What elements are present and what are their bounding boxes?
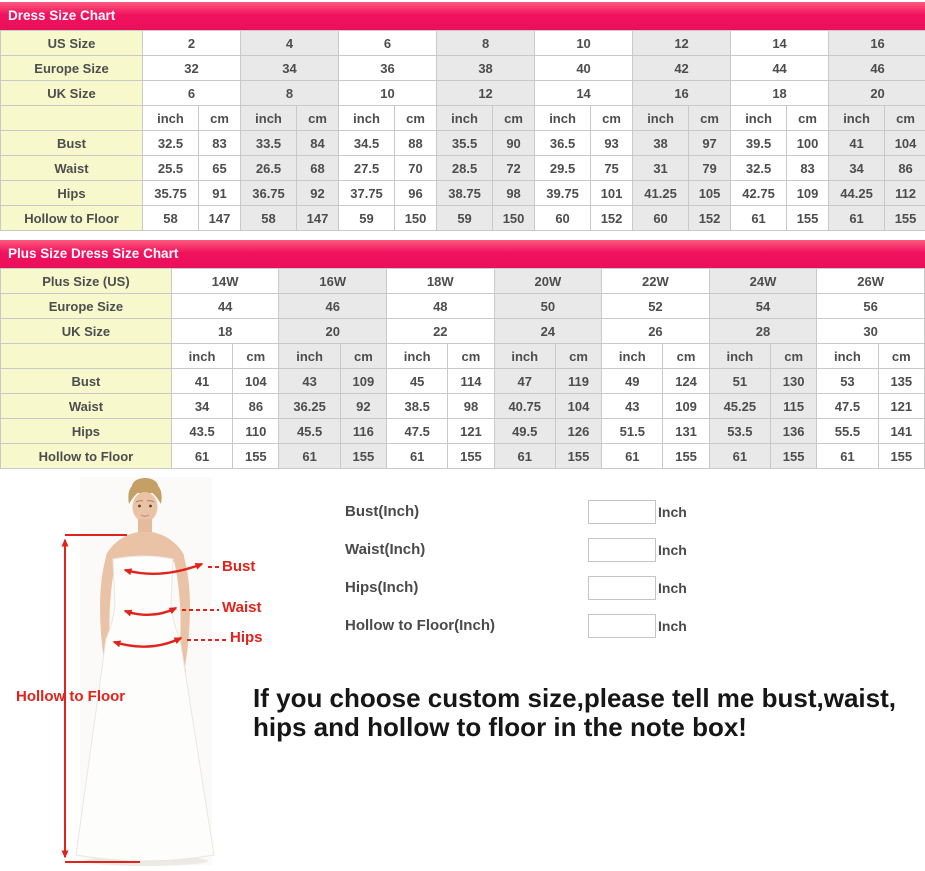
size-value-cell: 18 <box>731 81 829 106</box>
measurement-cm-cell: 92 <box>340 394 386 419</box>
hollow-to-floor-label: Hollow to Floor <box>16 688 126 705</box>
measurement-row <box>1 394 925 419</box>
unit-header-cell: inch <box>494 344 555 369</box>
bust-inch-field-row <box>345 498 687 525</box>
measurement-inch-cell: 61 <box>387 444 448 469</box>
measurement-cm-cell: 84 <box>297 131 339 156</box>
measurement-inch-cell: 27.5 <box>339 156 395 181</box>
measurement-inch-cell: 58 <box>241 206 297 231</box>
measurement-inch-cell: 55.5 <box>817 419 878 444</box>
unit-header-cell: cm <box>878 344 924 369</box>
measurement-cm-cell: 155 <box>885 206 925 231</box>
measurement-cm-cell: 83 <box>787 156 829 181</box>
measurement-cm-cell: 65 <box>199 156 241 181</box>
size-value-cell: 14 <box>731 31 829 56</box>
measurement-inch-cell: 53 <box>817 369 878 394</box>
size-value-cell: 46 <box>279 294 387 319</box>
measurement-inch-cell: 36.5 <box>535 131 591 156</box>
measurement-inch-cell: 39.5 <box>731 131 787 156</box>
measurement-cm-cell: 104 <box>555 394 601 419</box>
unit-header-cell: cm <box>493 106 535 131</box>
measurement-inch-cell: 61 <box>731 206 787 231</box>
measurement-inch-cell: 41 <box>171 369 232 394</box>
measurement-inch-cell: 43.5 <box>171 419 232 444</box>
measurement-row <box>1 206 925 231</box>
size-row <box>1 81 925 106</box>
measurement-inch-cell: 61 <box>494 444 555 469</box>
measurement-cm-cell: 152 <box>689 206 731 231</box>
field-label: Waist(Inch) <box>345 541 426 558</box>
measurement-cm-cell: 72 <box>493 156 535 181</box>
unit-label: Inch <box>658 617 687 634</box>
unit-label: Inch <box>658 579 687 596</box>
measurement-cm-cell: 147 <box>199 206 241 231</box>
measurement-cm-cell: 97 <box>689 131 731 156</box>
measurement-inch-cell: 34.5 <box>339 131 395 156</box>
size-value-cell: 6 <box>143 81 241 106</box>
measurement-row <box>1 369 925 394</box>
measurement-inch-cell: 60 <box>535 206 591 231</box>
measurement-cm-cell: 100 <box>787 131 829 156</box>
measurement-cm-cell: 155 <box>663 444 709 469</box>
unit-header-cell: inch <box>143 106 199 131</box>
waist-inch-input[interactable] <box>588 538 656 562</box>
size-value-cell: 8 <box>241 81 339 106</box>
field-label: Hollow to Floor(Inch) <box>345 617 495 634</box>
measurement-cm-cell: 155 <box>555 444 601 469</box>
model-eye-right <box>149 505 152 508</box>
measurement-inch-cell: 29.5 <box>535 156 591 181</box>
size-value-cell: 52 <box>602 294 710 319</box>
measurement-cm-cell: 135 <box>878 369 924 394</box>
measurement-inch-cell: 36.25 <box>279 394 340 419</box>
measurement-inch-cell: 42.75 <box>731 181 787 206</box>
measurement-cm-cell: 88 <box>395 131 437 156</box>
size-row <box>1 269 925 294</box>
size-value-cell: 18W <box>387 269 495 294</box>
size-value-cell: 2 <box>143 31 241 56</box>
measurement-inch-cell: 60 <box>633 206 689 231</box>
measurement-inch-cell: 47.5 <box>387 419 448 444</box>
measurement-inch-cell: 61 <box>171 444 232 469</box>
bust-inch-input[interactable] <box>588 500 656 524</box>
row-label-cell: UK Size <box>1 81 143 106</box>
measurement-inch-cell: 39.75 <box>535 181 591 206</box>
unit-row <box>1 106 925 131</box>
measurement-cm-cell: 104 <box>885 131 925 156</box>
measurement-cm-cell: 109 <box>340 369 386 394</box>
measurement-inch-cell: 51 <box>709 369 770 394</box>
unit-header-cell: inch <box>535 106 591 131</box>
standard-size-table <box>0 30 925 231</box>
measurement-cm-cell: 121 <box>448 419 494 444</box>
measurement-cm-cell: 109 <box>663 394 709 419</box>
measurement-inch-cell: 53.5 <box>709 419 770 444</box>
size-value-cell: 26W <box>817 269 925 294</box>
row-label-cell: Hollow to Floor <box>1 444 172 469</box>
unit-header-cell: inch <box>241 106 297 131</box>
waist-callout-label: Waist <box>222 599 262 616</box>
dress-size-chart-title-bar <box>0 2 925 30</box>
unit-header-cell: inch <box>387 344 448 369</box>
unit-header-cell: inch <box>633 106 689 131</box>
measurement-inch-cell: 43 <box>602 394 663 419</box>
measurement-cm-cell: 104 <box>233 369 279 394</box>
row-label-cell: Plus Size (US) <box>1 269 172 294</box>
measurement-cm-cell: 124 <box>663 369 709 394</box>
measurement-inch-cell: 45 <box>387 369 448 394</box>
size-value-cell: 30 <box>817 319 925 344</box>
field-label: Hips(Inch) <box>345 579 419 596</box>
measurement-inch-cell: 28.5 <box>437 156 493 181</box>
size-value-cell: 16 <box>633 81 731 106</box>
row-label-cell: Waist <box>1 156 143 181</box>
measurement-inch-cell: 49.5 <box>494 419 555 444</box>
measurement-inch-cell: 37.75 <box>339 181 395 206</box>
plus-size-chart-title-bar <box>0 240 925 268</box>
measurement-inch-cell: 59 <box>437 206 493 231</box>
plus-size-chart-title: Plus Size Dress Size Chart <box>8 246 179 261</box>
measurement-cm-cell: 75 <box>591 156 633 181</box>
measurement-cm-cell: 112 <box>885 181 925 206</box>
size-value-cell: 46 <box>829 56 925 81</box>
size-value-cell: 22W <box>602 269 710 294</box>
size-value-cell: 36 <box>339 56 437 81</box>
row-label-cell: Hollow to Floor <box>1 206 143 231</box>
size-value-cell: 6 <box>339 31 437 56</box>
measurement-cm-cell: 101 <box>591 181 633 206</box>
hips-inch-field-row <box>345 574 687 601</box>
measurement-inch-cell: 61 <box>709 444 770 469</box>
size-value-cell: 32 <box>143 56 241 81</box>
unit-header-cell: cm <box>555 344 601 369</box>
measurement-cm-cell: 131 <box>663 419 709 444</box>
measurement-inch-cell: 43 <box>279 369 340 394</box>
unit-label: Inch <box>658 541 687 558</box>
size-value-cell: 20 <box>279 319 387 344</box>
measurement-cm-cell: 155 <box>448 444 494 469</box>
row-label-cell <box>1 344 172 369</box>
measurement-cm-cell: 155 <box>787 206 829 231</box>
measurement-inch-cell: 61 <box>279 444 340 469</box>
model-face <box>133 492 158 522</box>
size-value-cell: 10 <box>535 31 633 56</box>
measurement-guide-section <box>0 469 925 871</box>
size-value-cell: 20 <box>829 81 925 106</box>
measurement-row <box>1 156 925 181</box>
measurement-inch-cell: 36.75 <box>241 181 297 206</box>
measurement-cm-cell: 70 <box>395 156 437 181</box>
measurement-cm-cell: 98 <box>493 181 535 206</box>
unit-header-cell: inch <box>829 106 885 131</box>
measurement-cm-cell: 68 <box>297 156 339 181</box>
measurement-inch-cell: 47.5 <box>817 394 878 419</box>
measurement-inch-cell: 35.75 <box>143 181 199 206</box>
row-label-cell: Bust <box>1 369 172 394</box>
unit-label: Inch <box>658 503 687 520</box>
row-label-cell: Europe Size <box>1 56 143 81</box>
model-neck <box>138 519 152 533</box>
measurement-inch-cell: 45.5 <box>279 419 340 444</box>
measurement-cm-cell: 126 <box>555 419 601 444</box>
unit-header-cell: cm <box>395 106 437 131</box>
measurement-cm-cell: 136 <box>771 419 817 444</box>
row-label-cell: Bust <box>1 131 143 156</box>
row-label-cell: Hips <box>1 181 143 206</box>
measurement-cm-cell: 114 <box>448 369 494 394</box>
size-value-cell: 12 <box>633 31 731 56</box>
row-label-cell: Hips <box>1 419 172 444</box>
unit-header-cell: cm <box>297 106 339 131</box>
row-label-cell: US Size <box>1 31 143 56</box>
measurement-inch-cell: 51.5 <box>602 419 663 444</box>
unit-header-cell: inch <box>437 106 493 131</box>
size-value-cell: 14W <box>171 269 279 294</box>
size-value-cell: 4 <box>241 31 339 56</box>
measurement-cm-cell: 155 <box>340 444 386 469</box>
measurement-figure <box>0 477 340 867</box>
measurement-inch-cell: 38.75 <box>437 181 493 206</box>
measurement-cm-cell: 147 <box>297 206 339 231</box>
size-value-cell: 8 <box>437 31 535 56</box>
hollow-to-floor-inch-field-row <box>345 612 687 639</box>
measurement-inch-cell: 41.25 <box>633 181 689 206</box>
measurement-inch-cell: 40.75 <box>494 394 555 419</box>
measurement-inch-cell: 32.5 <box>143 131 199 156</box>
size-value-cell: 28 <box>709 319 817 344</box>
unit-header-cell: inch <box>731 106 787 131</box>
unit-header-cell: inch <box>171 344 232 369</box>
hips-callout-label: Hips <box>230 629 263 646</box>
measurement-inch-cell: 38 <box>633 131 689 156</box>
measurement-inch-cell: 61 <box>817 444 878 469</box>
field-label: Bust(Inch) <box>345 503 420 520</box>
size-value-cell: 26 <box>602 319 710 344</box>
row-label-cell: Europe Size <box>1 294 172 319</box>
unit-header-cell: cm <box>591 106 633 131</box>
measurement-cm-cell: 115 <box>771 394 817 419</box>
size-value-cell: 10 <box>339 81 437 106</box>
measurement-inch-cell: 35.5 <box>437 131 493 156</box>
unit-header-cell: cm <box>340 344 386 369</box>
size-value-cell: 20W <box>494 269 602 294</box>
measurement-cm-cell: 96 <box>395 181 437 206</box>
size-value-cell: 44 <box>731 56 829 81</box>
size-value-cell: 16 <box>829 31 925 56</box>
unit-header-cell: cm <box>787 106 829 131</box>
unit-header-cell: inch <box>339 106 395 131</box>
unit-row <box>1 344 925 369</box>
size-value-cell: 48 <box>387 294 495 319</box>
size-value-cell: 24W <box>709 269 817 294</box>
measurement-cm-cell: 116 <box>340 419 386 444</box>
measurement-cm-cell: 155 <box>878 444 924 469</box>
measurement-row <box>1 444 925 469</box>
measurement-inch-cell: 25.5 <box>143 156 199 181</box>
size-value-cell: 16W <box>279 269 387 294</box>
size-value-cell: 44 <box>171 294 279 319</box>
size-row <box>1 56 925 81</box>
unit-header-cell: cm <box>448 344 494 369</box>
measurement-inch-cell: 32.5 <box>731 156 787 181</box>
measurement-cm-cell: 93 <box>591 131 633 156</box>
measurement-inch-cell: 59 <box>339 206 395 231</box>
measurement-cm-cell: 92 <box>297 181 339 206</box>
row-label-cell: UK Size <box>1 319 172 344</box>
size-value-cell: 40 <box>535 56 633 81</box>
measurement-inch-cell: 34 <box>829 156 885 181</box>
measurement-cm-cell: 150 <box>493 206 535 231</box>
unit-header-cell: inch <box>602 344 663 369</box>
measurement-cm-cell: 79 <box>689 156 731 181</box>
size-row <box>1 319 925 344</box>
measurement-cm-cell: 155 <box>233 444 279 469</box>
measurement-row <box>1 419 925 444</box>
unit-header-cell: cm <box>689 106 731 131</box>
size-value-cell: 24 <box>494 319 602 344</box>
unit-header-cell: cm <box>771 344 817 369</box>
bust-callout-label: Bust <box>222 558 256 575</box>
unit-header-cell: inch <box>279 344 340 369</box>
custom-size-form <box>345 498 687 650</box>
measurement-cm-cell: 150 <box>395 206 437 231</box>
measurement-cm-cell: 90 <box>493 131 535 156</box>
measurement-inch-cell: 45.25 <box>709 394 770 419</box>
measurement-inch-cell: 61 <box>602 444 663 469</box>
plus-size-table <box>0 268 925 469</box>
size-value-cell: 14 <box>535 81 633 106</box>
hollow-to-floor-inch-input[interactable] <box>588 614 656 638</box>
measurement-inch-cell: 61 <box>829 206 885 231</box>
measurement-cm-cell: 119 <box>555 369 601 394</box>
measurement-row <box>1 181 925 206</box>
size-value-cell: 54 <box>709 294 817 319</box>
measurement-inch-cell: 33.5 <box>241 131 297 156</box>
unit-header-cell: cm <box>885 106 925 131</box>
measurement-inch-cell: 34 <box>171 394 232 419</box>
unit-header-cell: cm <box>663 344 709 369</box>
size-value-cell: 34 <box>241 56 339 81</box>
measurement-cm-cell: 98 <box>448 394 494 419</box>
size-value-cell: 22 <box>387 319 495 344</box>
measurement-cm-cell: 141 <box>878 419 924 444</box>
measurement-inch-cell: 31 <box>633 156 689 181</box>
row-label-cell <box>1 106 143 131</box>
size-row <box>1 31 925 56</box>
model-eye-left <box>138 505 141 508</box>
size-value-cell: 42 <box>633 56 731 81</box>
unit-header-cell: inch <box>817 344 878 369</box>
size-value-cell: 38 <box>437 56 535 81</box>
measurement-cm-cell: 110 <box>233 419 279 444</box>
measurement-cm-cell: 121 <box>878 394 924 419</box>
unit-header-cell: inch <box>709 344 770 369</box>
measurement-inch-cell: 38.5 <box>387 394 448 419</box>
measurement-cm-cell: 105 <box>689 181 731 206</box>
size-row <box>1 294 925 319</box>
unit-header-cell: cm <box>199 106 241 131</box>
waist-inch-field-row <box>345 536 687 563</box>
row-label-cell: Waist <box>1 394 172 419</box>
measurement-cm-cell: 130 <box>771 369 817 394</box>
model-hair-bun <box>132 478 158 494</box>
measurement-cm-cell: 86 <box>885 156 925 181</box>
unit-header-cell: cm <box>233 344 279 369</box>
measurement-cm-cell: 86 <box>233 394 279 419</box>
measurement-cm-cell: 83 <box>199 131 241 156</box>
measurement-inch-cell: 26.5 <box>241 156 297 181</box>
size-value-cell: 56 <box>817 294 925 319</box>
dress-size-chart-title: Dress Size Chart <box>8 8 116 23</box>
measurement-inch-cell: 41 <box>829 131 885 156</box>
measurement-cm-cell: 109 <box>787 181 829 206</box>
size-value-cell: 50 <box>494 294 602 319</box>
measurement-row <box>1 131 925 156</box>
hips-inch-input[interactable] <box>588 576 656 600</box>
size-value-cell: 18 <box>171 319 279 344</box>
measurement-inch-cell: 47 <box>494 369 555 394</box>
measurement-inch-cell: 44.25 <box>829 181 885 206</box>
custom-size-note: If you choose custom size,please tell me bust,waist, hips and hollow to floor in the note box! <box>253 683 896 743</box>
measurement-cm-cell: 152 <box>591 206 633 231</box>
measurement-cm-cell: 155 <box>771 444 817 469</box>
measurement-cm-cell: 91 <box>199 181 241 206</box>
measurement-inch-cell: 49 <box>602 369 663 394</box>
measurement-inch-cell: 58 <box>143 206 199 231</box>
size-value-cell: 12 <box>437 81 535 106</box>
